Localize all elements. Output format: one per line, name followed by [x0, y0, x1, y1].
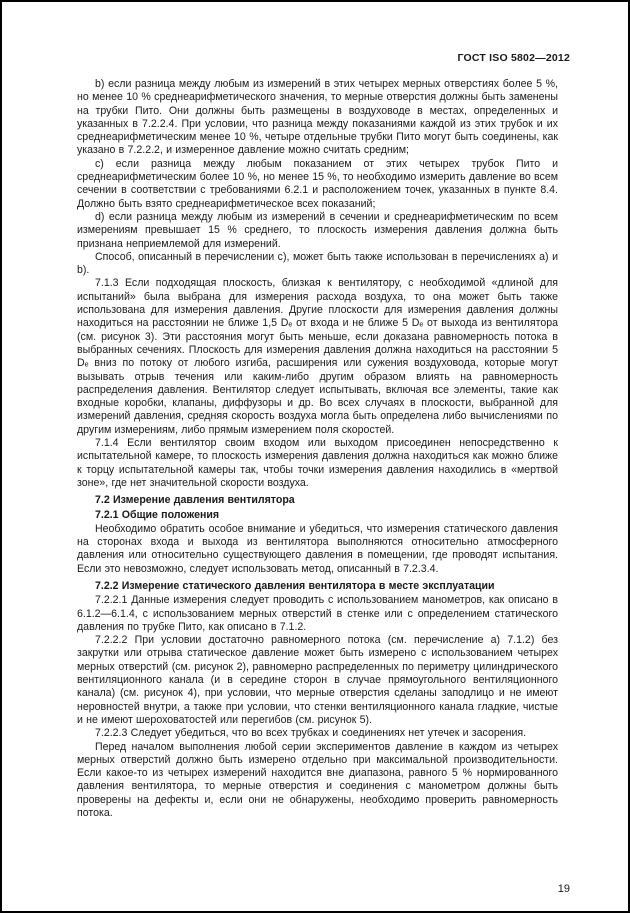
paragraph: b) если разница между любым из измерений в этих четырех мерных отверстиях более 5 %, но менее 10 % среднеарифметического значения, то мерные отверстия должны быть заменены на трубки Пито. Они должны быть размещены в воздуховоде в местах, определенных и указанных в 7.2.2.4. При условии, что разница между показаниями каждой из этих трубок и их среднеарифметическим менее 10 %, четыре отдельные трубки Пито могут быть соединены, как указано в 7.2.2.2, и измеренное давление можно считать средним; [77, 78, 558, 157]
paragraph: 7.2.2.1 Данные измерения следует проводить с использованием манометров, как описано в 6.1.2—6.1.4, с использованием мерных отверстий в стенке или с определением статического давления по трубке Пито, как описано в 7.1.2. [77, 594, 558, 633]
paragraph: 7.2.2.3 Следует убедиться, что во всех трубках и соединениях нет утечек и засорения. [95, 727, 527, 740]
paragraph: d) если разница между любым из измерений в сечении и среднеарифметическим по всем измерениям превышает 15 % среднего, то плоскость измерения давления должна быть признана неприемлемой для измерений. [77, 210, 558, 250]
paragraph: 7.1.3 Если подходящая плоскость, близкая к вентилятору, с необходимой «длиной для испытаний» была выбрана для измерения расхода воздуха, то она может быть также использована для измерения давления. Другие плоскости для измерения давления должны находиться на расстоянии не ближе 1,5 Dₑ от входа и не ближе 5 Dₑ от выхода из вентилятора (см. рисунок 3). Эти расстояния могут быть меньше, если доказана равномерность потока в выбранных сечениях. Плоскость для измерения давления должна находиться на расстоянии 5 Dₑ вниз по потоку от любого изгиба, расширения или сужения воздуховода, которые могут вызывать отрыв течения или каким-либо другим образом влиять на равномерность распределения давления. Вентилятор следует испытывать, включая все элементы, такие как входные коробки, клапаны, диффузоры и др. Во всех случаях в плоскости, выбранной для измерений давления, средняя скорость воздуха могла быть определена либо вычислениями по другим измерениям, либо прямым измерением поля скоростей. [77, 277, 558, 436]
document-body [77, 78, 558, 820]
paragraph: 7.2.2.2 При условии достаточно равномерного потока (см. перечисление а) 7.1.2) без закрутки или отрыва статическое давление может быть измерено с использованием четырех мерных отверстий (см. рисунок 2), равномерно распределенных по периметру цилиндрического вентиляционного канала (и в середине сторон в случае прямоугольного вентиляционного канала) (см. рисунок 4), при условии, что мерные отверстия сделаны заподлицо и не имеют неровностей внутри, а также при условии, что стенки вентиляционного канала гладкие, чистые и не имеют шероховатостей или перегибов (см. рисунок 5). [77, 634, 558, 726]
paragraph: Перед началом выполнения любой серии экспериментов давление в каждом из четырех мерных отверстий должно быть измерено отдельно при максимальной производительности. Если какое-то из четырех измерений находится вне диапазона, равного 5 % нормированного давления вентилятора, то мерные отверстия и соединения с манометром должны быть проверены на дефекты и, если они не обнаружены, необходимо проверить равномерность потока. [77, 740, 558, 820]
section-heading: 7.2.1 Общие положения [95, 508, 220, 521]
page-footer [558, 883, 570, 895]
paragraph: Необходимо обратить особое внимание и убедиться, что измерения статического давления на сторонах входа и выхода из вентилятора выполняются относительно атмосферного давления или относительно существующего давления в помещении, где проводят испытания. Если это невозможно, следует использовать метод, описанный в 7.2.3.4. [77, 522, 558, 575]
page-number: 19 [557, 883, 570, 895]
section-heading: 7.2 Измерение давления вентилятора [95, 494, 295, 507]
paragraph: Способ, описанный в перечислении c), может быть также использован в перечислениях a) и b). [77, 250, 558, 277]
paragraph: c) если разница между любым показанием от этих четырех трубок Пито и среднеарифметическим более 10 %, но менее 15 %, то необходимо измерить давление во всем сечении в соответствии с требованиями 6.2.1 и расположением точек, указанных в пункте 8.4. Должно быть взято среднеарифметическое всех показаний; [77, 157, 558, 210]
section-heading: 7.2.2 Измерение статического давления вентилятора в месте эксплуатации [95, 579, 495, 592]
page-header [77, 52, 570, 64]
paragraph: 7.1.4 Если вентилятор своим входом или выходом присоединен непосредственно к испытательной камере, то плоскость измерения давления должна находиться как можно ближе к торцу испытательной камеры так, чтобы точки измерения давления находились в «мертвой зоне», где нет значительной скорости воздуха. [77, 437, 558, 489]
document-code: ГОСТ ISO 5802—2012 [457, 52, 570, 64]
